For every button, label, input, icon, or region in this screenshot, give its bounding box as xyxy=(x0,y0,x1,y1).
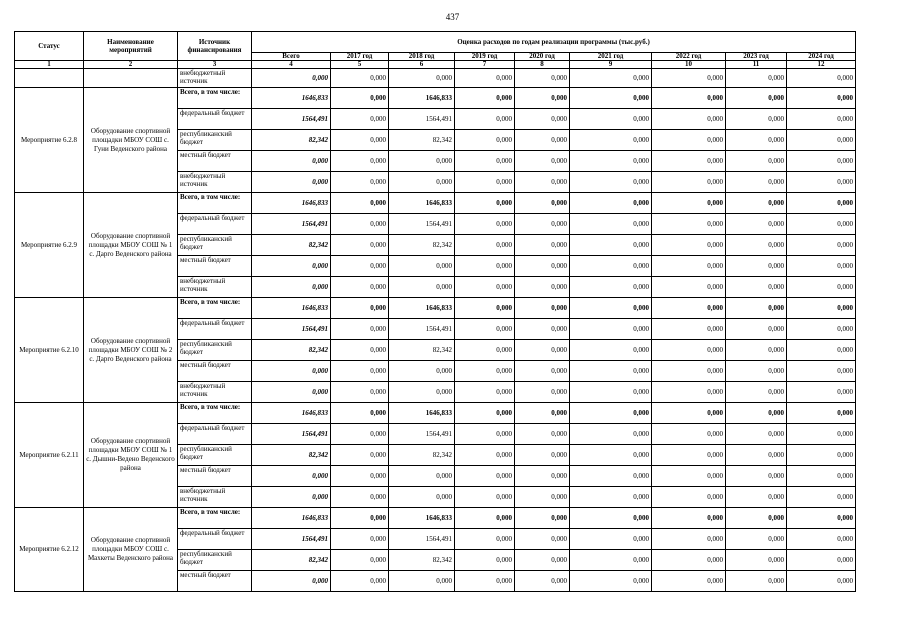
value-cell: 0,000 xyxy=(787,277,856,298)
value-cell: 0,000 xyxy=(787,508,856,529)
value-cell: 0,000 xyxy=(515,529,570,550)
value-cell: 0,000 xyxy=(652,256,726,277)
col-number: 6 xyxy=(389,61,455,69)
value-cell: 0,000 xyxy=(331,445,389,466)
value-cell: 0,000 xyxy=(726,151,787,172)
value-cell: 0,000 xyxy=(726,466,787,487)
header-year: 2023 год xyxy=(726,53,787,61)
value-cell: 0,000 xyxy=(331,88,389,109)
value-cell: 0,000 xyxy=(652,445,726,466)
value-cell: 0,000 xyxy=(787,487,856,508)
col-number: 2 xyxy=(84,61,178,69)
value-cell: 0,000 xyxy=(331,69,389,88)
value-cell: 0,000 xyxy=(515,193,570,214)
value-cell: 0,000 xyxy=(570,382,652,403)
value-cell: 0,000 xyxy=(570,529,652,550)
value-cell: 0,000 xyxy=(726,424,787,445)
funding-source-cell: республиканский бюджет xyxy=(178,235,252,256)
value-cell: 0,000 xyxy=(331,382,389,403)
value-cell: 82,342 xyxy=(389,340,455,361)
event-name-cell: Оборудование спортивной площадки МБОУ СОШ № 1 с. Дышни-Ведено Веденского района xyxy=(84,403,178,508)
value-cell: 0,000 xyxy=(652,403,726,424)
funding-source-cell: федеральный бюджет xyxy=(178,319,252,340)
value-cell: 0,000 xyxy=(726,445,787,466)
value-cell: 0,000 xyxy=(787,361,856,382)
value-cell: 0,000 xyxy=(787,382,856,403)
value-cell: 0,000 xyxy=(652,172,726,193)
table-row xyxy=(15,403,856,424)
header-year: 2018 год xyxy=(389,53,455,61)
header-status: Статус xyxy=(15,32,84,61)
funding-source-cell: местный бюджет xyxy=(178,466,252,487)
value-cell: 0,000 xyxy=(455,193,515,214)
value-cell: 0,000 xyxy=(570,69,652,88)
value-cell: 0,000 xyxy=(515,214,570,235)
value-cell: 0,000 xyxy=(787,172,856,193)
value-cell: 0,000 xyxy=(252,571,331,592)
value-cell: 0,000 xyxy=(570,319,652,340)
value-cell: 0,000 xyxy=(455,172,515,193)
col-number: 11 xyxy=(726,61,787,69)
funding-source-cell: местный бюджет xyxy=(178,571,252,592)
value-cell: 82,342 xyxy=(252,340,331,361)
value-cell: 0,000 xyxy=(570,424,652,445)
value-cell: 0,000 xyxy=(331,487,389,508)
value-cell: 0,000 xyxy=(252,256,331,277)
header-year: 2022 год xyxy=(652,53,726,61)
value-cell: 0,000 xyxy=(515,508,570,529)
value-cell: 0,000 xyxy=(570,256,652,277)
value-cell: 0,000 xyxy=(515,466,570,487)
col-number: 3 xyxy=(178,61,252,69)
header-funding-source: Источник финансирования xyxy=(178,32,252,61)
value-cell: 0,000 xyxy=(570,445,652,466)
header-estimate: Оценка расходов по годам реализации программы (тыс.руб.) xyxy=(252,32,856,53)
value-cell: 0,000 xyxy=(726,571,787,592)
value-cell: 0,000 xyxy=(726,69,787,88)
funding-source-cell: федеральный бюджет xyxy=(178,214,252,235)
value-cell: 0,000 xyxy=(455,277,515,298)
value-cell: 0,000 xyxy=(726,382,787,403)
value-cell: 1564,491 xyxy=(389,424,455,445)
value-cell: 0,000 xyxy=(652,361,726,382)
value-cell: 0,000 xyxy=(455,214,515,235)
value-cell: 0,000 xyxy=(652,214,726,235)
value-cell: 0,000 xyxy=(726,487,787,508)
value-cell: 0,000 xyxy=(252,151,331,172)
value-cell: 0,000 xyxy=(515,361,570,382)
value-cell: 1646,833 xyxy=(252,193,331,214)
value-cell: 0,000 xyxy=(787,571,856,592)
value-cell: 1564,491 xyxy=(252,529,331,550)
value-cell: 0,000 xyxy=(570,298,652,319)
value-cell: 0,000 xyxy=(726,529,787,550)
value-cell: 0,000 xyxy=(570,130,652,151)
value-cell: 0,000 xyxy=(726,403,787,424)
funding-source-cell: внебюджетный источник xyxy=(178,69,252,88)
value-cell: 0,000 xyxy=(389,487,455,508)
funding-source-cell: внебюджетный источник xyxy=(178,172,252,193)
value-cell: 0,000 xyxy=(570,361,652,382)
value-cell: 0,000 xyxy=(331,403,389,424)
table-row xyxy=(15,298,856,319)
value-cell: 0,000 xyxy=(570,235,652,256)
value-cell: 0,000 xyxy=(570,550,652,571)
value-cell: 0,000 xyxy=(652,466,726,487)
value-cell: 0,000 xyxy=(787,130,856,151)
value-cell: 0,000 xyxy=(570,508,652,529)
value-cell: 0,000 xyxy=(515,151,570,172)
value-cell: 0,000 xyxy=(652,508,726,529)
value-cell: 0,000 xyxy=(652,88,726,109)
value-cell: 0,000 xyxy=(787,193,856,214)
value-cell: 82,342 xyxy=(252,235,331,256)
value-cell: 0,000 xyxy=(331,235,389,256)
value-cell: 0,000 xyxy=(787,69,856,88)
value-cell: 0,000 xyxy=(652,69,726,88)
event-name-cell: Оборудование спортивной площадки МБОУ СОШ № 1 с. Дарго Веденского района xyxy=(84,193,178,298)
value-cell: 0,000 xyxy=(570,277,652,298)
value-cell: 0,000 xyxy=(331,361,389,382)
value-cell: 0,000 xyxy=(652,109,726,130)
col-number: 8 xyxy=(515,61,570,69)
value-cell: 0,000 xyxy=(570,340,652,361)
value-cell: 0,000 xyxy=(331,172,389,193)
value-cell: 0,000 xyxy=(787,298,856,319)
value-cell: 0,000 xyxy=(787,151,856,172)
funding-source-cell: федеральный бюджет xyxy=(178,109,252,130)
value-cell: 0,000 xyxy=(331,571,389,592)
value-cell: 0,000 xyxy=(515,172,570,193)
value-cell: 0,000 xyxy=(331,424,389,445)
value-cell: 82,342 xyxy=(389,235,455,256)
value-cell: 0,000 xyxy=(389,151,455,172)
value-cell: 0,000 xyxy=(455,256,515,277)
value-cell: 0,000 xyxy=(652,550,726,571)
value-cell: 0,000 xyxy=(455,361,515,382)
col-number: 5 xyxy=(331,61,389,69)
value-cell: 82,342 xyxy=(252,445,331,466)
value-cell: 0,000 xyxy=(652,235,726,256)
value-cell: 0,000 xyxy=(726,256,787,277)
funding-source-cell: федеральный бюджет xyxy=(178,424,252,445)
value-cell: 0,000 xyxy=(455,69,515,88)
value-cell: 1646,833 xyxy=(252,88,331,109)
value-cell: 0,000 xyxy=(726,214,787,235)
value-cell: 82,342 xyxy=(389,130,455,151)
value-cell: 82,342 xyxy=(389,445,455,466)
funding-source-cell: федеральный бюджет xyxy=(178,529,252,550)
value-cell: 0,000 xyxy=(652,424,726,445)
value-cell: 0,000 xyxy=(726,88,787,109)
value-cell: 0,000 xyxy=(726,277,787,298)
status-cell: Мероприятие 6.2.9 xyxy=(15,193,84,298)
status-cell: Мероприятие 6.2.12 xyxy=(15,508,84,592)
funding-source-cell: Всего, в том числе: xyxy=(178,508,252,529)
table-row xyxy=(15,69,856,88)
funding-source-cell: местный бюджет xyxy=(178,151,252,172)
value-cell: 0,000 xyxy=(455,319,515,340)
value-cell: 0,000 xyxy=(652,130,726,151)
expense-table xyxy=(14,31,856,592)
value-cell: 0,000 xyxy=(331,550,389,571)
value-cell: 0,000 xyxy=(252,382,331,403)
value-cell: 0,000 xyxy=(570,571,652,592)
header-year: 2019 год xyxy=(455,53,515,61)
value-cell: 0,000 xyxy=(570,403,652,424)
value-cell: 0,000 xyxy=(570,193,652,214)
value-cell: 0,000 xyxy=(455,340,515,361)
event-name-cell: Оборудование спортивной площадки МБОУ СОШ с. Гуни Веденского района xyxy=(84,88,178,193)
value-cell: 0,000 xyxy=(455,403,515,424)
value-cell: 0,000 xyxy=(570,172,652,193)
value-cell: 0,000 xyxy=(652,487,726,508)
value-cell: 0,000 xyxy=(787,88,856,109)
value-cell: 0,000 xyxy=(787,256,856,277)
value-cell: 0,000 xyxy=(652,571,726,592)
value-cell: 1564,491 xyxy=(252,319,331,340)
value-cell: 0,000 xyxy=(515,340,570,361)
value-cell: 0,000 xyxy=(515,403,570,424)
value-cell: 1646,833 xyxy=(252,403,331,424)
funding-source-cell: Всего, в том числе: xyxy=(178,193,252,214)
value-cell: 0,000 xyxy=(787,466,856,487)
value-cell: 0,000 xyxy=(787,109,856,130)
value-cell: 0,000 xyxy=(252,69,331,88)
value-cell: 0,000 xyxy=(252,487,331,508)
value-cell: 0,000 xyxy=(515,235,570,256)
status-cell-empty xyxy=(15,69,84,88)
value-cell: 0,000 xyxy=(652,529,726,550)
value-cell: 0,000 xyxy=(331,508,389,529)
value-cell: 0,000 xyxy=(389,571,455,592)
value-cell: 0,000 xyxy=(787,445,856,466)
value-cell: 0,000 xyxy=(331,193,389,214)
value-cell: 1564,491 xyxy=(389,319,455,340)
value-cell: 0,000 xyxy=(515,69,570,88)
col-number: 9 xyxy=(570,61,652,69)
value-cell: 1564,491 xyxy=(389,529,455,550)
event-name-cell: Оборудование спортивной площадки МБОУ СОШ с. Махкеты Веденского района xyxy=(84,508,178,592)
value-cell: 0,000 xyxy=(515,130,570,151)
value-cell: 0,000 xyxy=(252,361,331,382)
header-total: Всего xyxy=(252,53,331,61)
value-cell: 0,000 xyxy=(570,151,652,172)
funding-source-cell: внебюджетный источник xyxy=(178,487,252,508)
value-cell: 0,000 xyxy=(652,193,726,214)
value-cell: 1564,491 xyxy=(389,214,455,235)
funding-source-cell: республиканский бюджет xyxy=(178,340,252,361)
value-cell: 0,000 xyxy=(787,550,856,571)
value-cell: 0,000 xyxy=(252,172,331,193)
value-cell: 0,000 xyxy=(331,130,389,151)
value-cell: 0,000 xyxy=(455,529,515,550)
value-cell: 1646,833 xyxy=(389,403,455,424)
value-cell: 1646,833 xyxy=(252,298,331,319)
funding-source-cell: Всего, в том числе: xyxy=(178,88,252,109)
event-name-cell: Оборудование спортивной площадки МБОУ СОШ № 2 с. Дарго Веденского района xyxy=(84,298,178,403)
value-cell: 1646,833 xyxy=(389,88,455,109)
value-cell: 0,000 xyxy=(515,277,570,298)
value-cell: 0,000 xyxy=(389,277,455,298)
status-cell: Мероприятие 6.2.10 xyxy=(15,298,84,403)
value-cell: 0,000 xyxy=(515,445,570,466)
funding-source-cell: местный бюджет xyxy=(178,256,252,277)
value-cell: 0,000 xyxy=(455,550,515,571)
value-cell: 0,000 xyxy=(455,571,515,592)
value-cell: 0,000 xyxy=(570,487,652,508)
value-cell: 0,000 xyxy=(787,424,856,445)
value-cell: 0,000 xyxy=(331,529,389,550)
value-cell: 0,000 xyxy=(331,466,389,487)
value-cell: 0,000 xyxy=(726,130,787,151)
value-cell: 0,000 xyxy=(455,487,515,508)
value-cell: 0,000 xyxy=(515,256,570,277)
funding-source-cell: республиканский бюджет xyxy=(178,550,252,571)
col-number: 4 xyxy=(252,61,331,69)
col-number: 10 xyxy=(652,61,726,69)
header-year: 2021 год xyxy=(570,53,652,61)
value-cell: 0,000 xyxy=(726,235,787,256)
value-cell: 0,000 xyxy=(455,88,515,109)
value-cell: 0,000 xyxy=(726,109,787,130)
value-cell: 0,000 xyxy=(331,109,389,130)
value-cell: 0,000 xyxy=(787,214,856,235)
table-row xyxy=(15,508,856,529)
value-cell: 0,000 xyxy=(515,487,570,508)
status-cell: Мероприятие 6.2.8 xyxy=(15,88,84,193)
value-cell: 0,000 xyxy=(455,466,515,487)
value-cell: 0,000 xyxy=(652,298,726,319)
table-body xyxy=(15,69,856,592)
value-cell: 0,000 xyxy=(570,466,652,487)
header-year: 2024 год xyxy=(787,53,856,61)
table-row xyxy=(15,193,856,214)
value-cell: 0,000 xyxy=(455,508,515,529)
col-number: 12 xyxy=(787,61,856,69)
value-cell: 0,000 xyxy=(515,109,570,130)
value-cell: 1564,491 xyxy=(389,109,455,130)
value-cell: 1564,491 xyxy=(252,214,331,235)
value-cell: 0,000 xyxy=(726,550,787,571)
value-cell: 0,000 xyxy=(389,466,455,487)
funding-source-cell: местный бюджет xyxy=(178,361,252,382)
value-cell: 0,000 xyxy=(652,151,726,172)
value-cell: 0,000 xyxy=(455,130,515,151)
value-cell: 0,000 xyxy=(252,277,331,298)
value-cell: 0,000 xyxy=(515,319,570,340)
value-cell: 0,000 xyxy=(455,424,515,445)
col-number: 7 xyxy=(455,61,515,69)
value-cell: 0,000 xyxy=(726,340,787,361)
value-cell: 0,000 xyxy=(515,571,570,592)
value-cell: 0,000 xyxy=(515,550,570,571)
funding-source-cell: Всего, в том числе: xyxy=(178,403,252,424)
value-cell: 0,000 xyxy=(455,235,515,256)
value-cell: 0,000 xyxy=(652,319,726,340)
funding-source-cell: республиканский бюджет xyxy=(178,445,252,466)
value-cell: 0,000 xyxy=(787,529,856,550)
value-cell: 0,000 xyxy=(726,361,787,382)
value-cell: 0,000 xyxy=(331,256,389,277)
header-year: 2020 год xyxy=(515,53,570,61)
header-event-name: Наименование мероприятий xyxy=(84,32,178,61)
value-cell: 0,000 xyxy=(455,382,515,403)
col-number: 1 xyxy=(15,61,84,69)
value-cell: 0,000 xyxy=(652,277,726,298)
funding-source-cell: республиканский бюджет xyxy=(178,130,252,151)
value-cell: 82,342 xyxy=(252,130,331,151)
value-cell: 0,000 xyxy=(787,235,856,256)
funding-source-cell: внебюджетный источник xyxy=(178,382,252,403)
status-cell: Мероприятие 6.2.11 xyxy=(15,403,84,508)
value-cell: 0,000 xyxy=(570,88,652,109)
value-cell: 1564,491 xyxy=(252,424,331,445)
value-cell: 1564,491 xyxy=(252,109,331,130)
value-cell: 1646,833 xyxy=(389,508,455,529)
value-cell: 0,000 xyxy=(787,340,856,361)
value-cell: 0,000 xyxy=(570,214,652,235)
value-cell: 0,000 xyxy=(389,361,455,382)
value-cell: 0,000 xyxy=(515,88,570,109)
funding-source-cell: внебюджетный источник xyxy=(178,277,252,298)
value-cell: 0,000 xyxy=(726,319,787,340)
value-cell: 0,000 xyxy=(515,298,570,319)
value-cell: 0,000 xyxy=(331,277,389,298)
value-cell: 0,000 xyxy=(726,193,787,214)
value-cell: 0,000 xyxy=(389,256,455,277)
value-cell: 82,342 xyxy=(252,550,331,571)
value-cell: 0,000 xyxy=(652,340,726,361)
value-cell: 0,000 xyxy=(455,298,515,319)
value-cell: 0,000 xyxy=(455,151,515,172)
value-cell: 0,000 xyxy=(726,172,787,193)
value-cell: 0,000 xyxy=(389,69,455,88)
value-cell: 1646,833 xyxy=(389,298,455,319)
value-cell: 0,000 xyxy=(455,109,515,130)
value-cell: 0,000 xyxy=(331,340,389,361)
table-row xyxy=(15,88,856,109)
value-cell: 0,000 xyxy=(726,298,787,319)
value-cell: 0,000 xyxy=(652,382,726,403)
value-cell: 0,000 xyxy=(252,466,331,487)
value-cell: 0,000 xyxy=(331,319,389,340)
value-cell: 82,342 xyxy=(389,550,455,571)
value-cell: 1646,833 xyxy=(389,193,455,214)
value-cell: 0,000 xyxy=(787,319,856,340)
value-cell: 0,000 xyxy=(331,151,389,172)
value-cell: 0,000 xyxy=(515,382,570,403)
value-cell: 0,000 xyxy=(389,382,455,403)
page-number: 437 xyxy=(445,12,460,22)
funding-source-cell: Всего, в том числе: xyxy=(178,298,252,319)
header-year: 2017 год xyxy=(331,53,389,61)
value-cell: 0,000 xyxy=(331,298,389,319)
value-cell: 0,000 xyxy=(331,214,389,235)
value-cell: 0,000 xyxy=(389,172,455,193)
value-cell: 0,000 xyxy=(726,508,787,529)
value-cell: 1646,833 xyxy=(252,508,331,529)
value-cell: 0,000 xyxy=(570,109,652,130)
value-cell: 0,000 xyxy=(455,445,515,466)
event-cell-empty xyxy=(84,69,178,88)
value-cell: 0,000 xyxy=(787,403,856,424)
value-cell: 0,000 xyxy=(515,424,570,445)
